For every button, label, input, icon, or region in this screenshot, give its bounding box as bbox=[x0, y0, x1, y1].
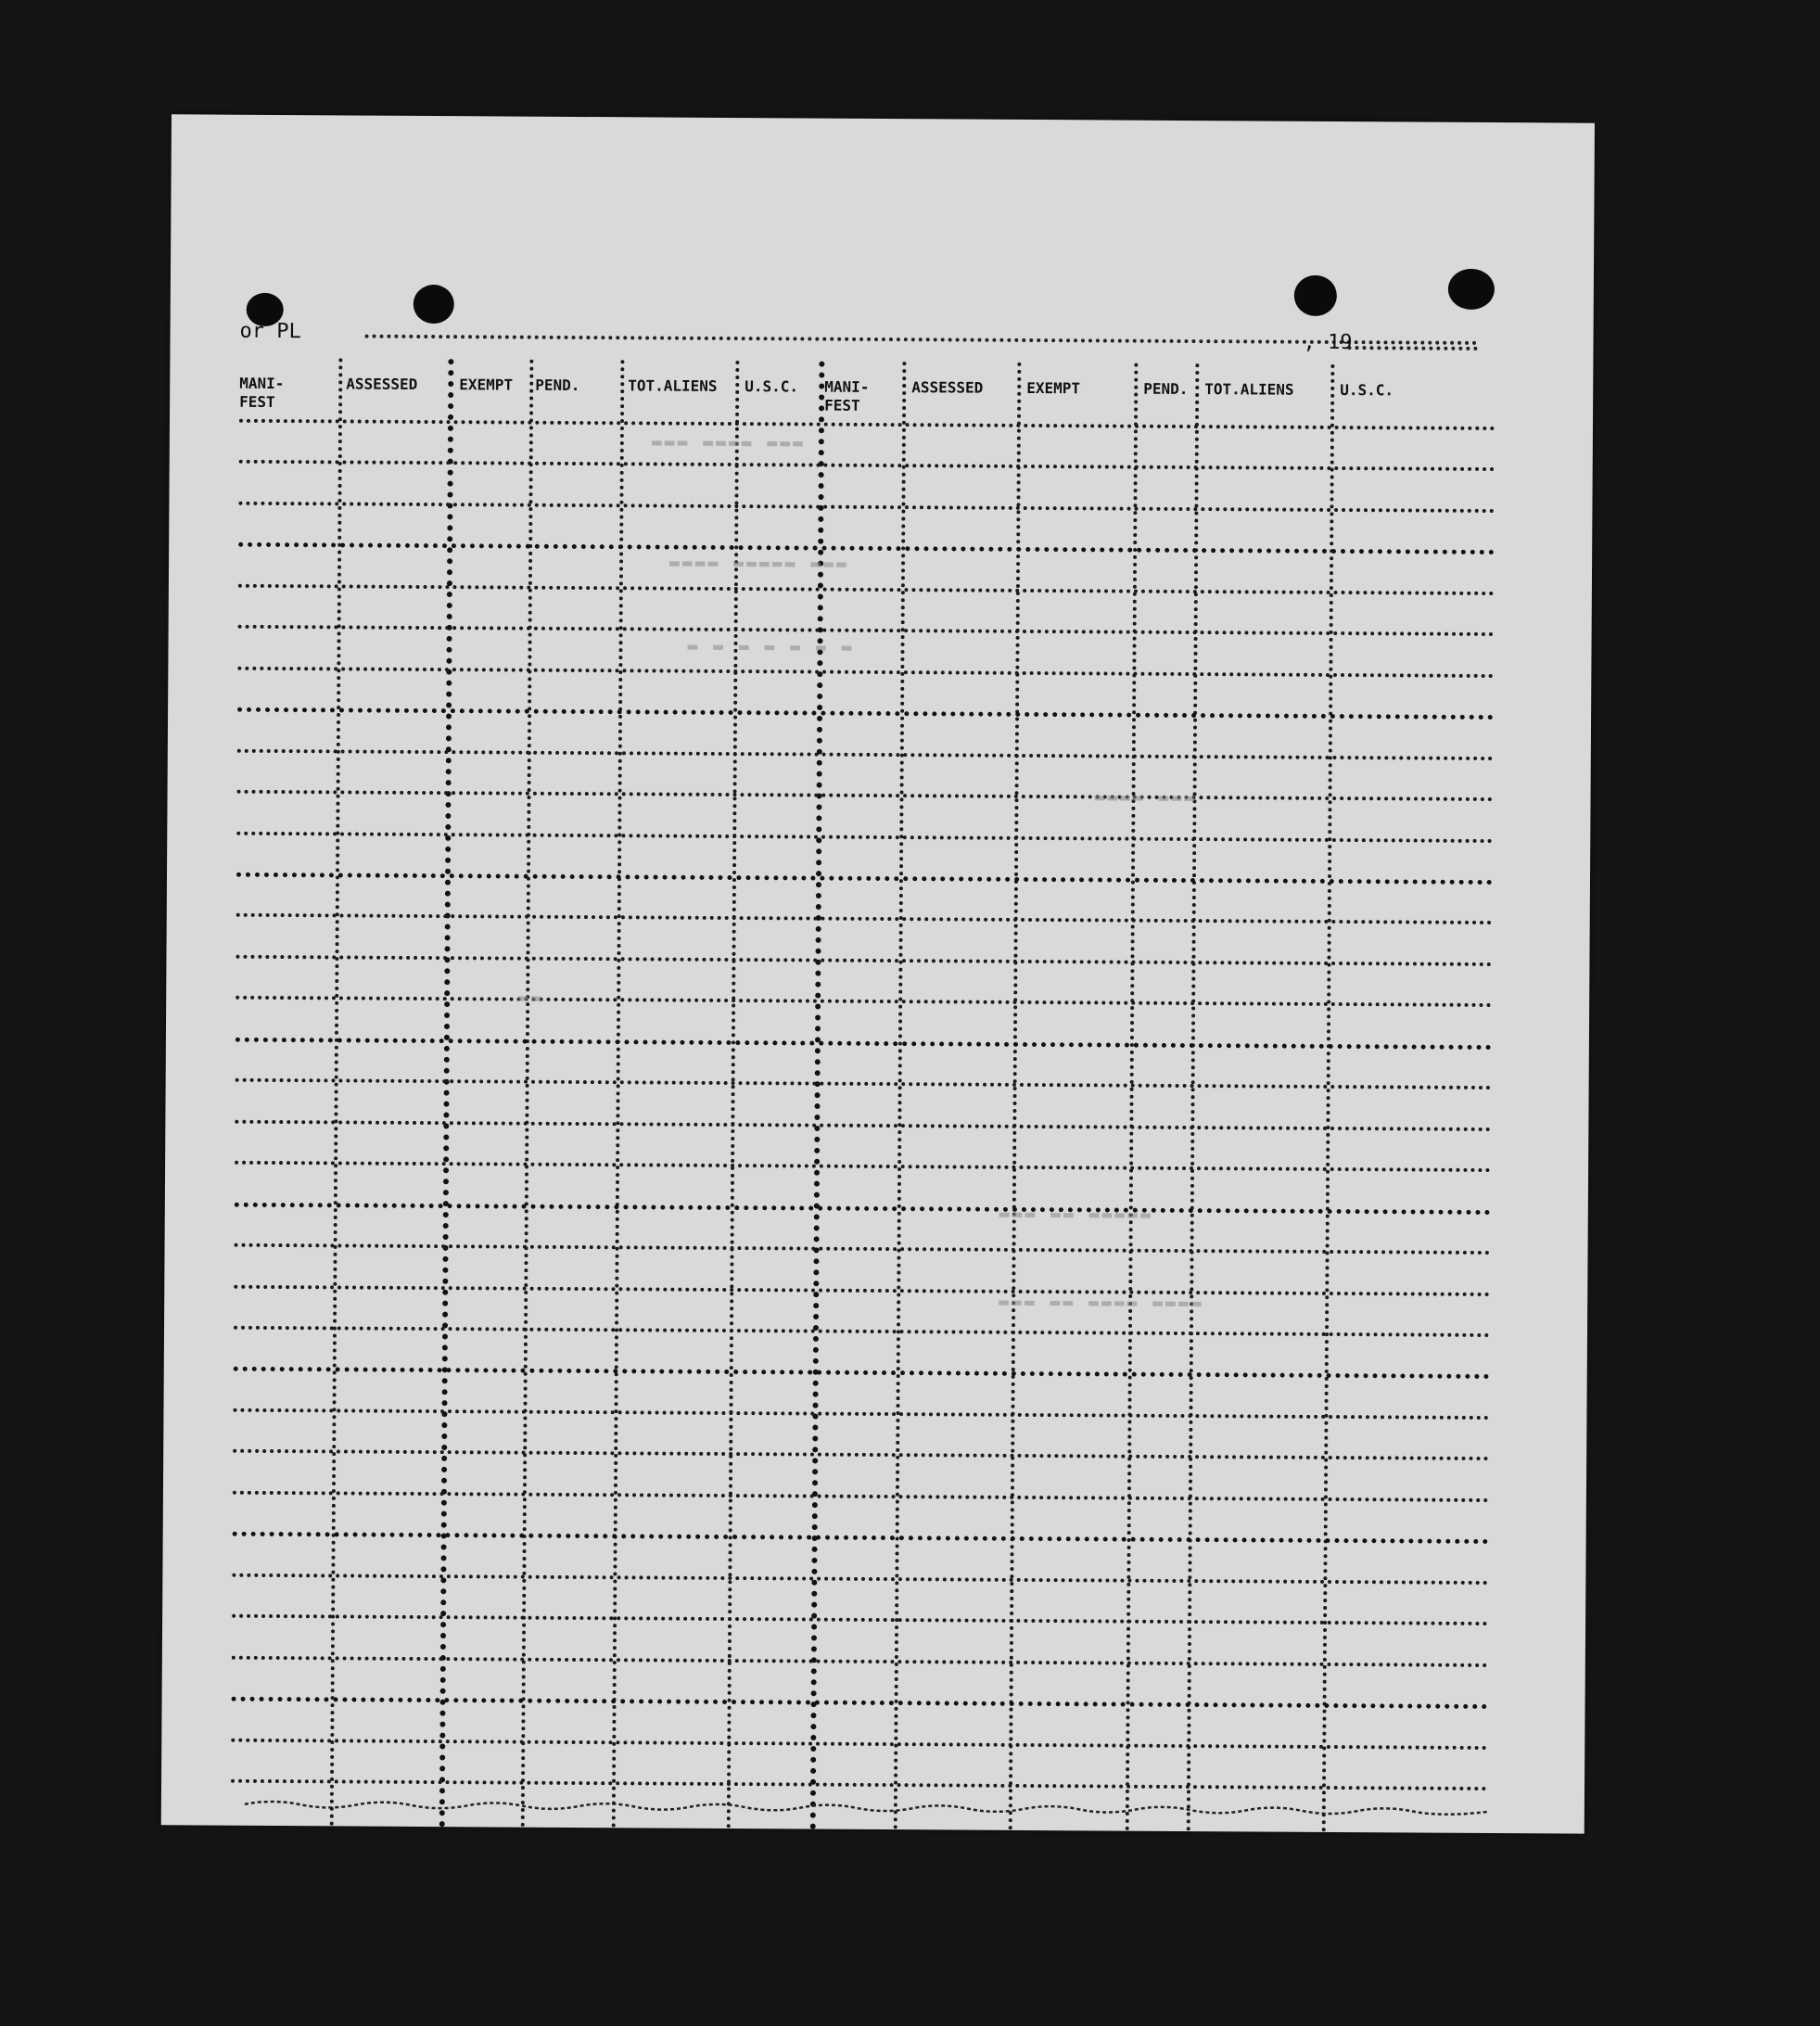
bleed-through-mark: ▬▬▬ ▬▬▬▬ ▬▬▬ bbox=[651, 432, 806, 453]
year-fill-line bbox=[1347, 346, 1477, 350]
col-header-total-aliens-right: TOT.ALIENS bbox=[1204, 380, 1294, 399]
row-line bbox=[235, 1038, 1492, 1050]
row-line bbox=[237, 790, 1494, 801]
bleed-through-mark: ▬▬▬▬ ▬▬▬ bbox=[1094, 787, 1198, 809]
col-divider bbox=[726, 361, 739, 1834]
bleed-through-mark: ▬▬▬▬ ▬▬▬▬▬ ▬▬▬ bbox=[669, 553, 849, 574]
row-line bbox=[238, 542, 1495, 554]
row-line bbox=[235, 1243, 1491, 1255]
bleed-through-mark: ▬▬ bbox=[518, 988, 544, 1008]
col-header-assessed-left: ASSESSED bbox=[346, 375, 418, 393]
row-line bbox=[238, 502, 1495, 513]
row-line bbox=[234, 1285, 1490, 1296]
row-line bbox=[232, 1574, 1488, 1585]
year-label: , 19 bbox=[1303, 330, 1353, 355]
col-divider bbox=[893, 362, 906, 1834]
col-divider bbox=[1125, 363, 1138, 1834]
col-divider-center bbox=[809, 362, 824, 1834]
col-divider bbox=[329, 358, 342, 1833]
row-line bbox=[232, 1697, 1488, 1709]
row-line bbox=[231, 1779, 1487, 1790]
row-line bbox=[232, 1656, 1488, 1667]
row-line bbox=[234, 1326, 1490, 1337]
row-line bbox=[238, 625, 1495, 636]
form-sheet bbox=[161, 114, 1595, 1833]
row-line bbox=[231, 1739, 1487, 1750]
bleed-through-mark: ▬▬▬ ▬▬ ▬▬▬▬▬ bbox=[999, 1204, 1153, 1225]
row-line bbox=[237, 707, 1494, 720]
row-line bbox=[239, 460, 1495, 471]
row-line bbox=[236, 913, 1493, 924]
bleed-through-mark: ▬ ▬ ▬ ▬ ▬ ▬ ▬ bbox=[687, 636, 855, 657]
punch-hole-far-right bbox=[1448, 269, 1495, 310]
punch-hole-second bbox=[414, 285, 454, 324]
row-line bbox=[239, 419, 1495, 430]
row-line bbox=[235, 1120, 1491, 1131]
row-line bbox=[237, 749, 1494, 760]
col-header-manifest-right: MANI- FEST bbox=[824, 377, 870, 414]
row-line bbox=[233, 1449, 1489, 1460]
col-divider bbox=[611, 360, 624, 1833]
row-line bbox=[232, 1614, 1488, 1625]
col-divider bbox=[439, 359, 453, 1834]
row-line bbox=[236, 873, 1493, 885]
bottom-border-line bbox=[245, 1798, 1487, 1818]
col-divider bbox=[520, 360, 533, 1834]
col-header-pend-right: PEND. bbox=[1143, 379, 1189, 399]
col-divider bbox=[1186, 363, 1199, 1834]
col-header-assessed-right: ASSESSED bbox=[911, 378, 984, 397]
row-line bbox=[238, 584, 1495, 595]
row-line bbox=[235, 1203, 1491, 1215]
col-header-exempt-left: EXEMPT bbox=[459, 376, 514, 394]
col-header-usc-left: U.S.C. bbox=[745, 377, 799, 396]
col-header-pend-left: PEND. bbox=[535, 376, 580, 395]
row-line bbox=[233, 1491, 1489, 1502]
row-line bbox=[235, 996, 1492, 1007]
row-line bbox=[237, 667, 1494, 678]
row-lines bbox=[172, 114, 1595, 122]
row-line bbox=[235, 1078, 1492, 1089]
col-header-usc-right: U.S.C. bbox=[1340, 381, 1394, 400]
row-line bbox=[235, 955, 1492, 966]
col-divider bbox=[1008, 363, 1021, 1834]
row-line bbox=[234, 1367, 1490, 1379]
row-line bbox=[236, 832, 1493, 843]
punch-hole-right bbox=[1294, 275, 1337, 316]
port-label: or PL bbox=[239, 319, 301, 344]
col-divider bbox=[1321, 364, 1334, 1834]
col-header-manifest-left: MANI- FEST bbox=[239, 374, 285, 411]
bleed-through-mark: ▬▬▬ ▬▬ ▬▬▬▬ ▬▬▬▬ bbox=[999, 1292, 1204, 1314]
row-line bbox=[235, 1161, 1491, 1172]
row-line bbox=[233, 1408, 1489, 1420]
col-header-total-aliens-left: TOT.ALIENS bbox=[628, 376, 718, 395]
col-header-exempt-right: EXEMPT bbox=[1026, 378, 1081, 398]
row-line bbox=[233, 1532, 1489, 1544]
